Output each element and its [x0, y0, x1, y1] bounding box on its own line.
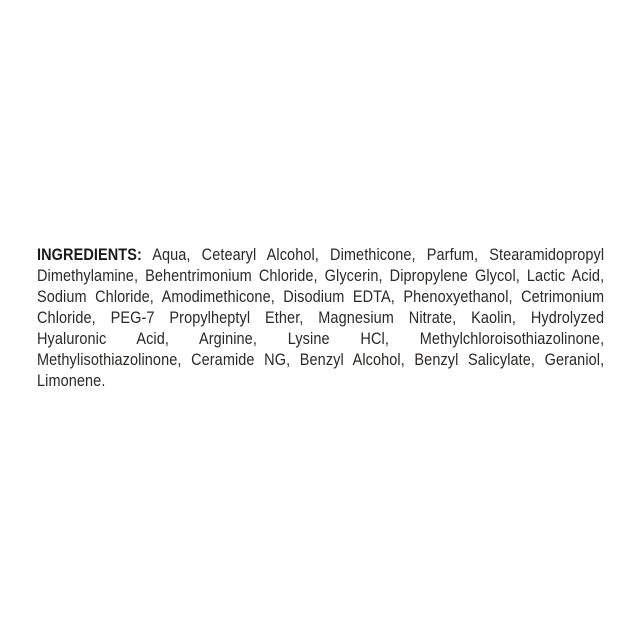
ingredients-line: Sodium Chloride, Amodimethicone, Disodium EDTA, Phenoxyethanol, Cetrimonium — [37, 288, 605, 306]
ingredients-line-text: Aqua, Cetearyl Alcohol, Dimethicone, Parfum, Stearamidopropyl — [152, 246, 605, 264]
ingredients-line: Methylisothiazolinone, Ceramide NG, Benzyl Alcohol, Benzyl Salicylate, Geraniol, — [37, 351, 605, 369]
ingredients-line: Chloride, PEG-7 Propylheptyl Ether, Magnesium Nitrate, Kaolin, Hydrolyzed — [37, 309, 605, 327]
ingredients-line: Hyaluronic Acid, Arginine, Lysine HCl, Methylchloroisothiazolinone, — [37, 330, 605, 348]
ingredients-line — [37, 245, 604, 266]
ingredients-text-block — [37, 245, 604, 392]
ingredients-line: Dimethylamine, Behentrimonium Chloride, Glycerin, Dipropylene Glycol, Lactic Acid, — [37, 267, 605, 285]
ingredients-heading: INGREDIENTS: — [37, 246, 142, 264]
ingredients-line-last: Limonene. — [37, 372, 106, 390]
